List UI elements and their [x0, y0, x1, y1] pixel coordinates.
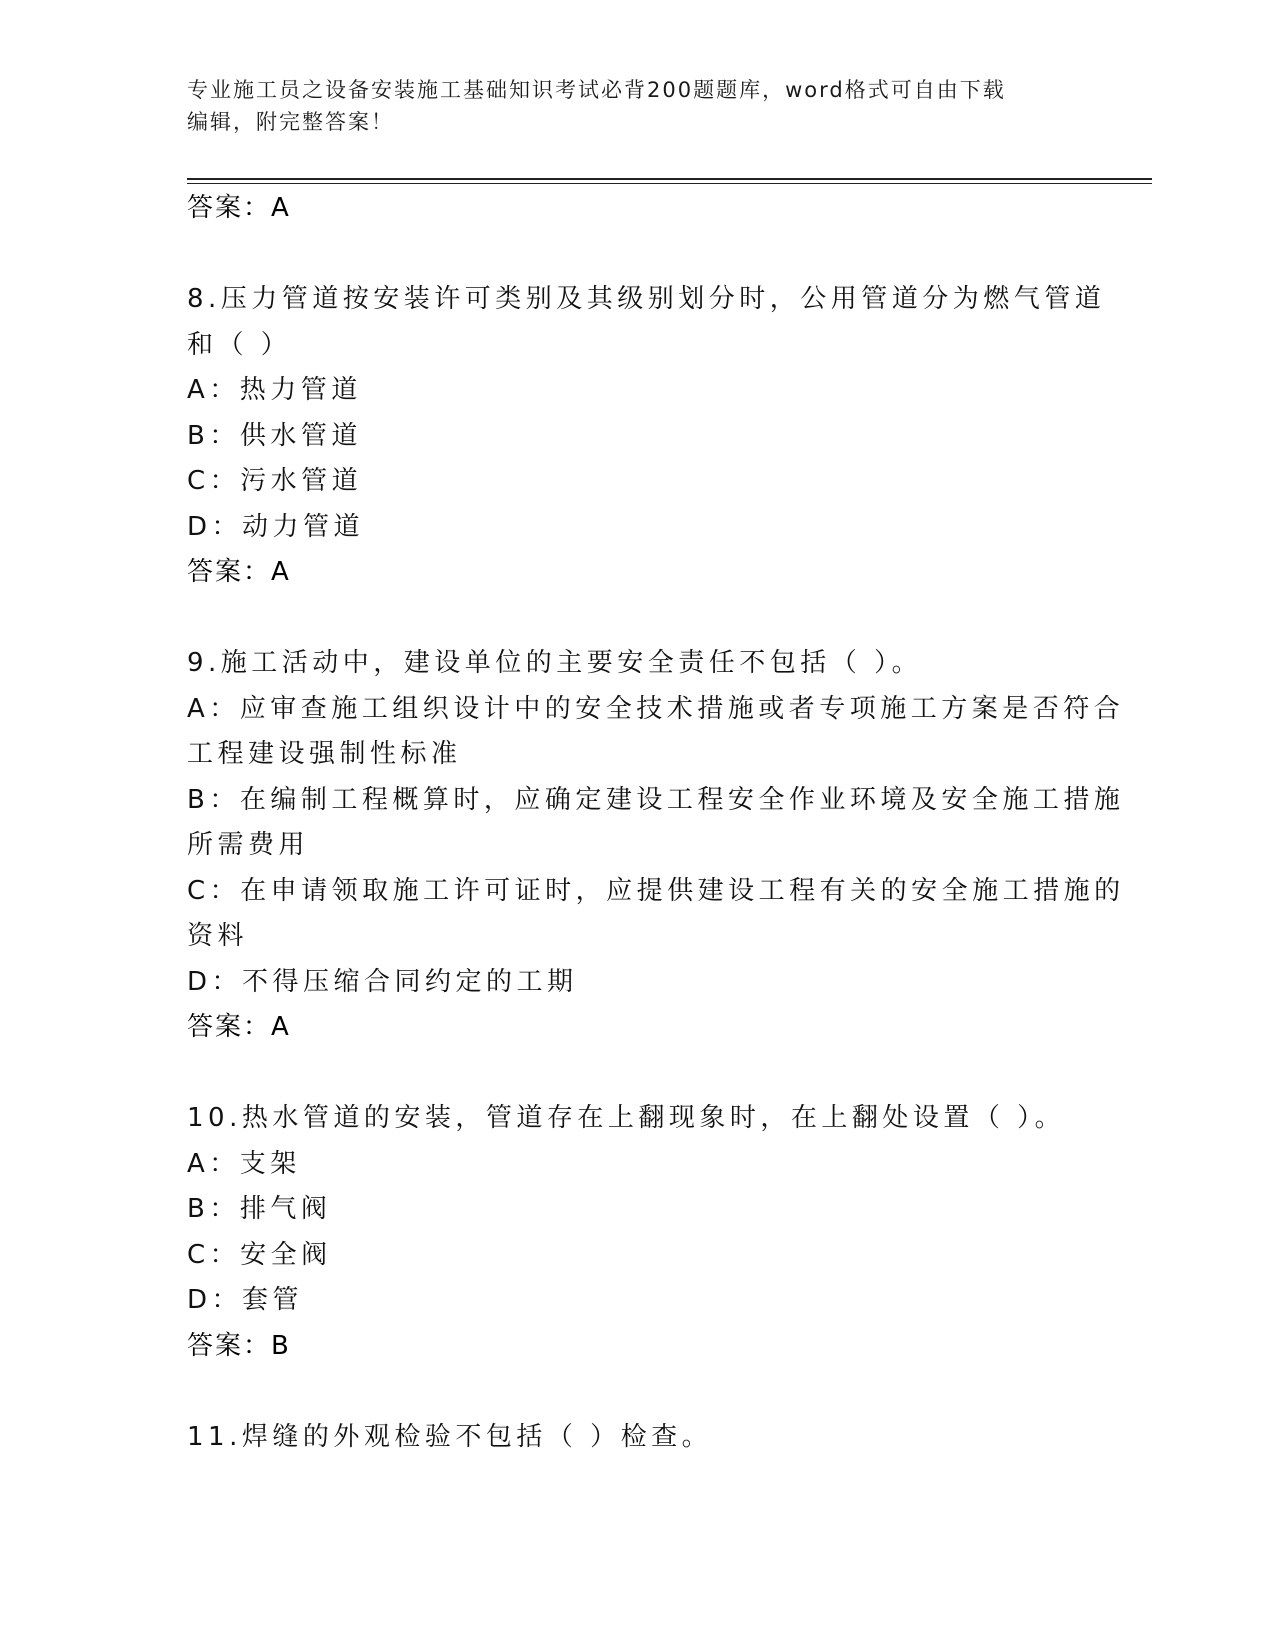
option-a: A：应审查施工组织设计中的安全技术措施或者专项施工方案是否符合: [187, 693, 1125, 724]
question-stem: 10.热水管道的安装，管道存在上翻现象时，在上翻处设置（ ）。: [187, 1103, 1066, 1133]
option-d: D：套管: [187, 1285, 304, 1315]
header-divider-thick: [187, 178, 1152, 180]
option-d: D：不得压缩合同约定的工期: [187, 966, 578, 997]
header-divider-thin: [187, 183, 1152, 184]
header-line-1: 专业施工员之设备安装施工基础知识考试必背200题题库，word格式可自由下载: [187, 78, 1006, 102]
answer-line: 答案：A: [187, 1012, 291, 1042]
option-c: C：安全阀: [187, 1239, 332, 1270]
question-11: [187, 1415, 1087, 1461]
question-10: [187, 1096, 1087, 1369]
question-stem: 8.压力管道按安装许可类别及其级别划分时，公用管道分为燃气管道: [187, 284, 1106, 314]
spacer: [187, 596, 1087, 642]
question-list: [187, 186, 1125, 1460]
option-b: B：供水管道: [187, 420, 362, 451]
option-b: B：在编制工程概算时，应确定建设工程安全作业环境及安全施工措施: [187, 784, 1125, 815]
option-c: C：在申请领取施工许可证时，应提供建设工程有关的安全施工措施的: [187, 875, 1125, 906]
option-c: C：污水管道: [187, 466, 363, 496]
option-a: A：热力管道: [187, 375, 362, 405]
option-c-continued: 资料: [187, 921, 249, 951]
option-b-continued: 所需费用: [187, 830, 310, 860]
document-header: [187, 74, 1087, 138]
option-a-continued: 工程建设强制性标准: [187, 739, 462, 769]
spacer: [187, 1051, 1087, 1097]
question-9: [187, 641, 1125, 1051]
spacer: [187, 1369, 1087, 1415]
header-line-2: 编辑，附完整答案！: [187, 110, 394, 134]
spacer: [187, 232, 1087, 278]
answer-line: 答案：A: [187, 193, 291, 223]
answer-line: 答案：B: [187, 1330, 291, 1361]
question-stem: 9.施工活动中，建设单位的主要安全责任不包括（ ）。: [187, 648, 923, 678]
option-d: D：动力管道: [187, 511, 365, 542]
question-stem: 和（ ）: [187, 329, 292, 360]
question-stem: 11.焊缝的外观检验不包括（ ）检查。: [187, 1421, 713, 1452]
option-a: A：支架: [187, 1148, 301, 1179]
answer-line: 答案：A: [187, 557, 291, 587]
option-b: B：排气阀: [187, 1194, 332, 1224]
question-8: [187, 277, 1106, 596]
